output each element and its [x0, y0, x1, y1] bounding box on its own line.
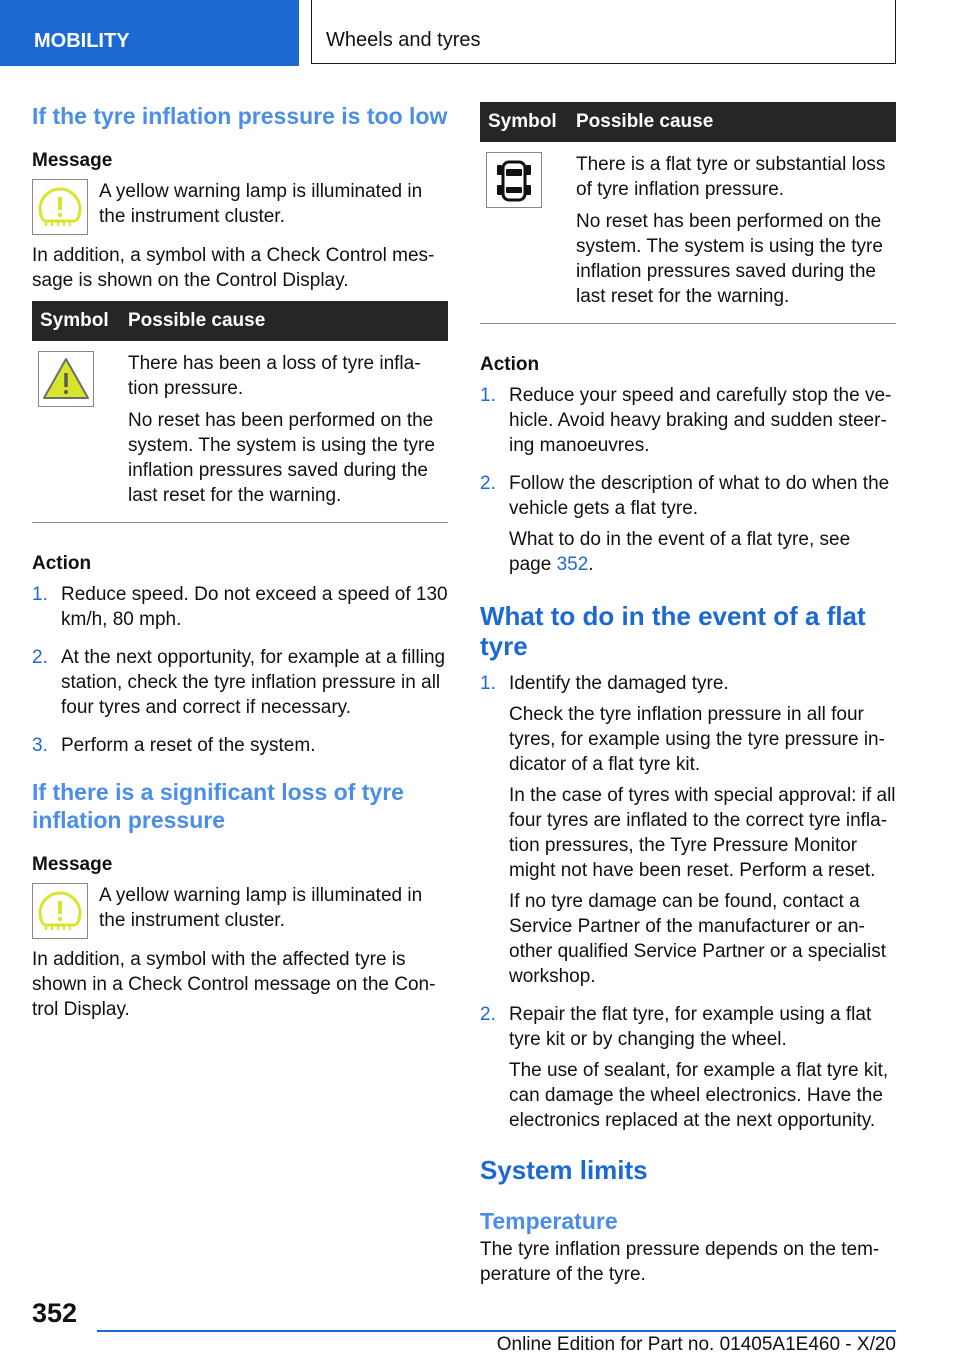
step-number: 1. — [480, 673, 496, 694]
step-text: Perform a reset of the system. — [61, 735, 316, 756]
col-header-cause: Possible cause — [568, 102, 896, 142]
table-row — [32, 341, 448, 523]
topic-tab: Wheels and tyres — [311, 0, 896, 64]
list-item — [480, 383, 896, 464]
step-text: Follow the description of what to do when the vehicle gets a flat tyre. — [509, 473, 890, 519]
action-steps — [480, 383, 896, 583]
message-text: A yellow warning lamp is illuminated in the instrument cluster. — [99, 181, 423, 227]
cause-text: No reset has been performed on the system. The system is using the tyre inflation pressures saved during the last reset for the warning. — [576, 211, 883, 307]
message-text: A yellow warning lamp is illuminated in the instrument cluster. — [99, 885, 423, 931]
warning-triangle-icon — [38, 351, 94, 407]
list-item — [480, 1002, 896, 1139]
col-header-symbol: Symbol — [32, 301, 120, 341]
step-subtext: What to do in the event of a flat tyre, see page 352. — [509, 529, 851, 575]
step-subtext: If no tyre damage can be found, contact a Service Partner of the manufacturer or an-other qualified Service Partner or a specialist workshop. — [509, 891, 887, 987]
page-link[interactable]: 352 — [556, 554, 589, 575]
step-number: 2. — [32, 647, 48, 668]
action-steps — [32, 582, 448, 764]
cause-cell — [120, 341, 448, 523]
symbol-table — [32, 301, 448, 523]
intro-paragraph: In addition, a symbol with the affected tyre is shown in a Check Control message on the Con-trol Display. — [32, 949, 436, 1020]
list-item — [32, 645, 448, 726]
footer-divider — [97, 1330, 896, 1332]
cause-text: There has been a loss of tyre infla-tion pressure. — [128, 353, 421, 399]
page-header — [0, 0, 960, 66]
intro-paragraph: In addition, a symbol with a Check Control mes-sage is shown on the Control Display. — [32, 245, 435, 291]
step-text: Reduce your speed and carefully stop the ve-hicle. Avoid heavy braking and sudden steer-ing manoeuvres. — [509, 385, 892, 456]
action-label: Action — [480, 354, 540, 375]
step-text: At the next opportunity, for example at a filling station, check the tyre inflation pressure in all four tyres and correct if necessary. — [61, 647, 446, 718]
message-label: Message — [32, 854, 113, 875]
heading-pressure-too-low: If the tyre inflation pressure is too low — [32, 103, 448, 129]
step-text: Identify the damaged tyre. — [509, 673, 729, 694]
symbol-cell — [32, 341, 120, 523]
edition-text: Online Edition for Part no. 01405A1E460 - X/20 — [496, 1334, 896, 1355]
list-item — [480, 471, 896, 583]
message-block — [32, 179, 448, 235]
table-row — [480, 142, 896, 324]
step-subtext: Check the tyre inflation pressure in all four tyres, for example using the tyre pressure in-dicator of a flat tyre kit. — [509, 704, 885, 775]
step-number: 2. — [480, 1004, 496, 1025]
step-subtext: The use of sealant, for example a flat tyre kit, can damage the wheel electronics. Have the electronics replaced at the next opportunity. — [509, 1060, 889, 1131]
heading-system-limits: System limits — [480, 1155, 648, 1185]
list-item — [32, 733, 448, 764]
cause-cell — [568, 142, 896, 324]
step-number: 2. — [480, 473, 496, 494]
step-subtext: In the case of tyres with special approval: if all four tyres are inflated to the correct tyre infla-tion pressures, the Tyre Pressure Monitor might not have been reset. Perform a reset. — [509, 785, 896, 881]
section-tab: MOBILITY — [0, 0, 299, 66]
cause-text: There is a flat tyre or substantial loss of tyre inflation pressure. — [576, 154, 886, 200]
step-text: Reduce speed. Do not exceed a speed of 130 km/h, 80 mph. — [61, 584, 448, 630]
symbol-table — [480, 102, 896, 324]
list-item — [480, 671, 896, 995]
step-number: 1. — [480, 385, 496, 406]
action-label: Action — [32, 553, 92, 574]
car-top-view-icon — [486, 152, 542, 208]
list-item — [32, 582, 448, 638]
message-block — [32, 883, 448, 939]
left-column — [32, 102, 448, 1030]
tyre-pressure-warning-lamp-icon — [32, 883, 88, 939]
col-header-symbol: Symbol — [480, 102, 568, 142]
flat-tyre-steps — [480, 671, 896, 1139]
heading-flat-tyre: What to do in the event of a flat tyre — [480, 601, 866, 661]
step-number: 1. — [32, 584, 48, 605]
cause-text: No reset has been performed on the system. The system is using the tyre inflation pressures saved during the last reset for the warning. — [128, 410, 435, 506]
temperature-paragraph: The tyre inflation pressure depends on the tem-perature of the tyre. — [480, 1239, 880, 1285]
heading-significant-loss: If there is a significant loss of tyre inflation pressure — [32, 779, 404, 833]
step-number: 3. — [32, 735, 48, 756]
right-column — [480, 102, 896, 1295]
symbol-cell — [480, 142, 568, 324]
page-ref-text: What to do in the event of a flat tyre, see page — [509, 529, 851, 575]
col-header-cause: Possible cause — [120, 301, 448, 341]
subheading-temperature: Temperature — [480, 1208, 618, 1234]
message-label: Message — [32, 150, 113, 171]
page-number: 352 — [32, 1298, 78, 1328]
tyre-pressure-warning-lamp-icon — [32, 179, 88, 235]
step-text: Repair the flat tyre, for example using a flat tyre kit or by changing the wheel. — [509, 1004, 872, 1050]
